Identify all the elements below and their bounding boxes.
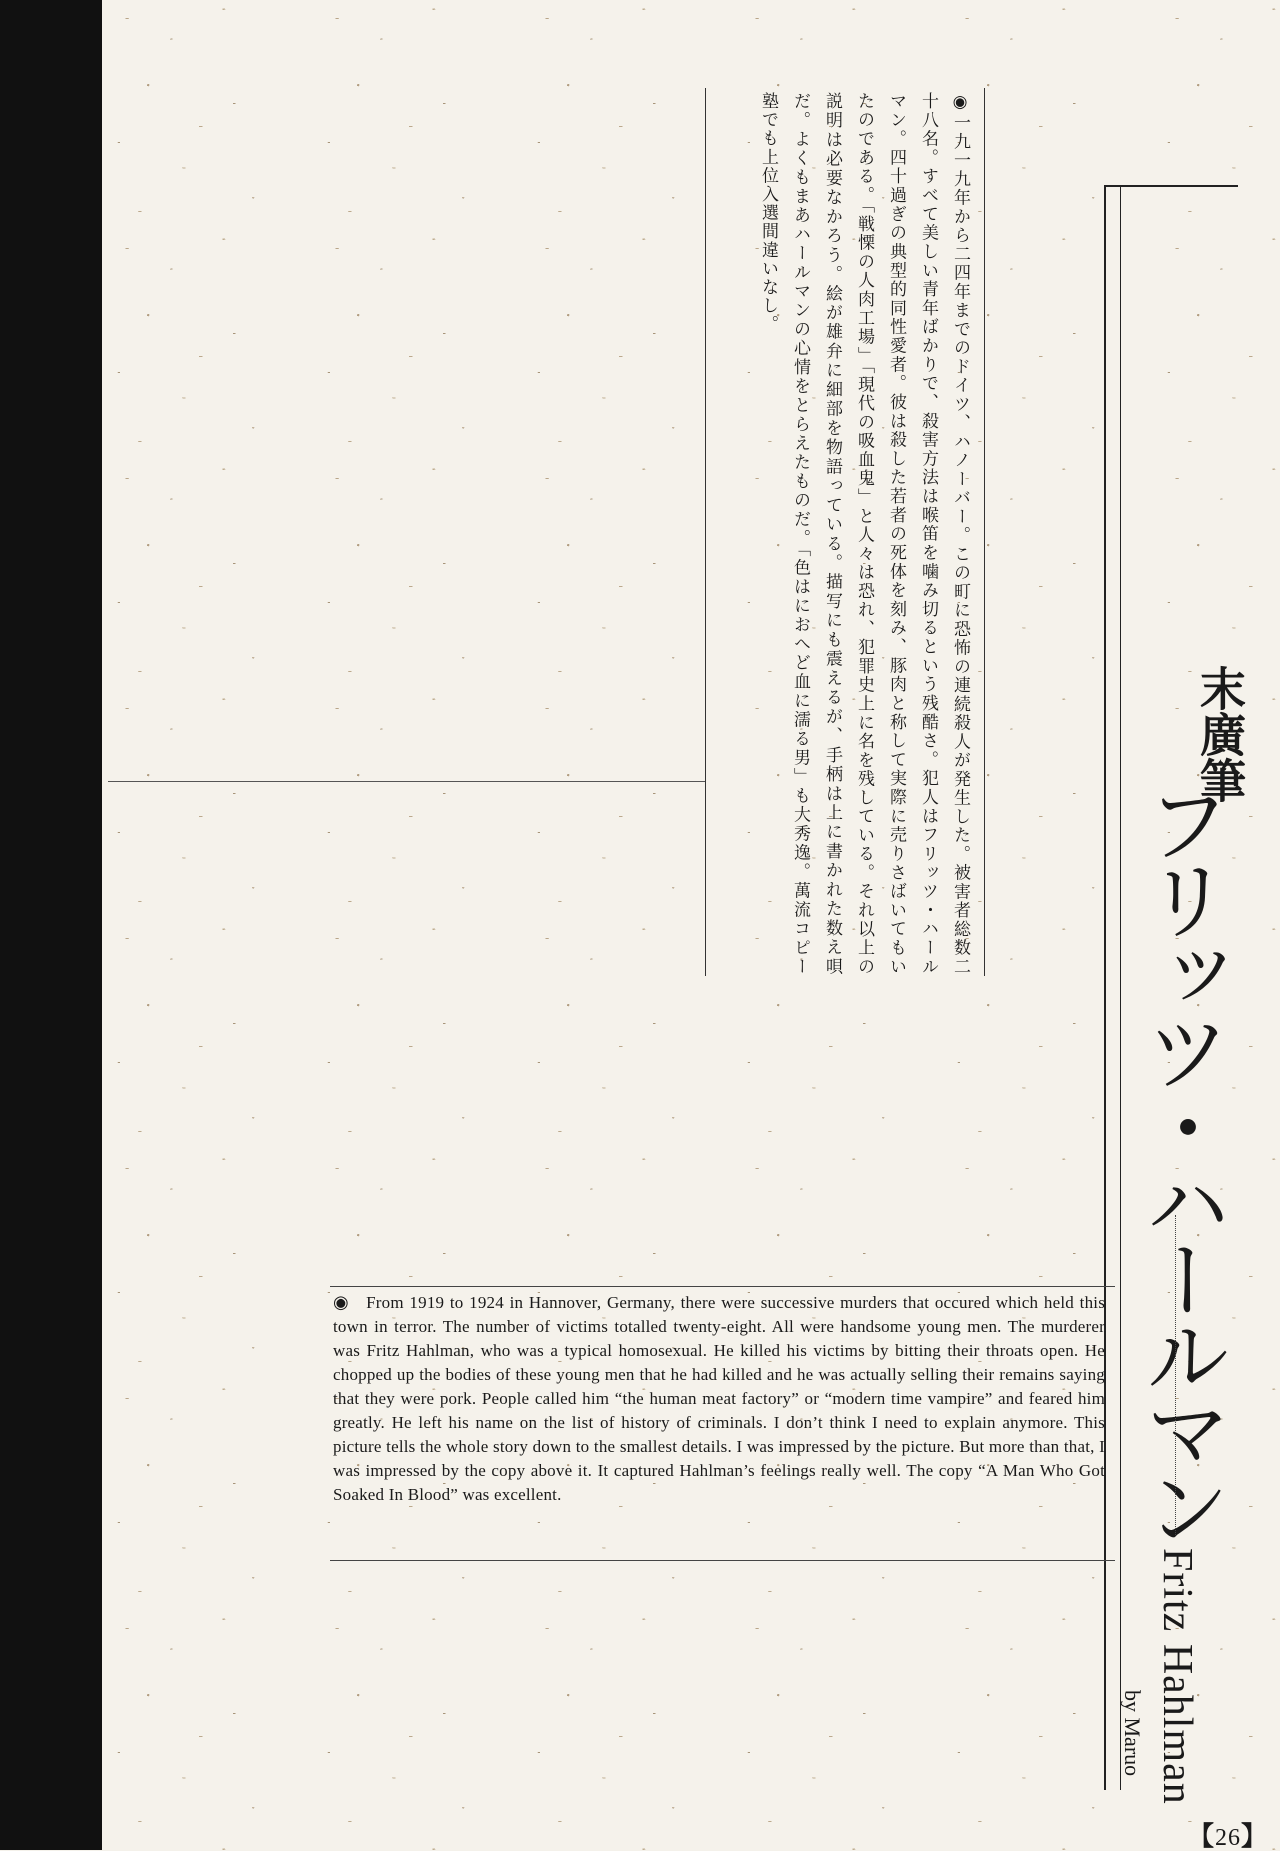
title-rule: [1104, 185, 1106, 1790]
bracket-left-icon: 【: [1188, 1822, 1216, 1851]
japanese-commentary: ◉一九一九年から二四年までのドイツ、ハノーバー。この町に恐怖の連続殺人が発生した。被害者総数二十八名。すべて美しい青年ばかりで、殺害方法は喉笛を噛み切るという残酷さ。犯人はフリッツ・ハールマン。四十過ぎの典型的同性愛者。彼は殺した若者の死体を刻み、豚肉と称して実際に売りさばいてもいたのである。「戦慄の人肉工場」「現代の吸血鬼」と人々は恐れ、犯罪史上に名を残している。それ以上の説明は必要なかろう。絵が雄弁に細部を物語っている。描写にも震えるが、手柄は上に書かれた数え唄だ。よくもまあハールマンの心情をとらえたものだ。「色はにおへど血に濡る男」も大秀逸。萬流コピー塾でも上位入選間違いなし。: [705, 88, 985, 976]
divider-line: [330, 1286, 1115, 1287]
page-title-en: Fritz Hahlman: [1154, 1548, 1200, 1805]
bracket-right-icon: 】: [1241, 1822, 1269, 1851]
divider-line: [108, 781, 705, 782]
divider-line: [330, 1560, 1115, 1561]
book-spine: [0, 0, 102, 1850]
english-commentary-text: From 1919 to 1924 in Hannover, Germany, there were successive murders that occured which held this town in terror. The number of victims totalled twenty-eight. All were handsome young men. The murderer was Fritz Hahlman, who was a typical homosexual. He killed his victims by bitting their throats open. He chopped up the bodies of these young men that he had killed and he was actually selling their remains saying that they were pork. People called him “the human meat factory” or “modern time vampire” and feared him greatly. He left his name on the list of history of criminals. I don’t think I need to explain anymore. This picture tells the whole story down to the smallest details. I was impressed by the picture. But more than that, I was impressed by the copy above it. It captured Hahlman’s feelings really well. The copy “A Man Who Got Soaked In Blood” was excellent.: [333, 1293, 1106, 1504]
bullet-icon: ◉: [333, 1292, 351, 1312]
title-rule: [1120, 185, 1121, 1790]
page-title-jp: フリッツ・ハールマン: [1132, 780, 1228, 1540]
byline: by Maruo: [1120, 1690, 1145, 1777]
english-commentary: [333, 1290, 1105, 1507]
page-number-value: 26: [1215, 1825, 1242, 1851]
page-number: [1188, 1822, 1269, 1851]
dotted-leader: [1175, 1215, 1177, 1535]
author-name-jp: 末廣筆: [1194, 665, 1245, 803]
title-rule-top: [1104, 185, 1238, 187]
